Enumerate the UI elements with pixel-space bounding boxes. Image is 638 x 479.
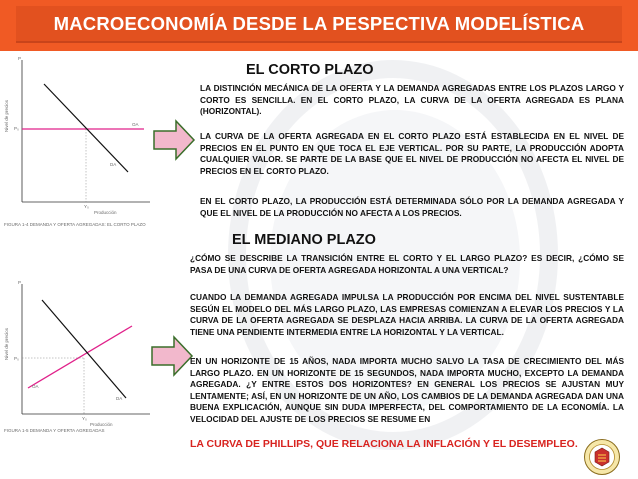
section-title-corto-plazo: EL CORTO PLAZO	[246, 62, 374, 78]
arrow-right-icon	[150, 334, 194, 383]
axis-p-label: P	[18, 56, 22, 61]
paragraph-6: EN UN HORIZONTE DE 15 AÑOS, NADA IMPORTA MUCHO SALVO LA TASA DE CRECIMIENTO DEL MÁS LARGO PLAZO. EN UN HORIZONTE DE 15 SEGUNDOS, NADA IMPORTA MUCHO, EXCEPTO LA DEMANDA AGREGADA. ¿Y ENTRE ESTOS DOS HORIZONTES? EN GENERAL LOS PRECIOS SE AJUSTAN MUY LENTAMENTE; ASÍ, EN UN HORIZONTE DE UN AÑO, LOS CAMBIOS DE LA DEMANDA AGREGADA DAN UNA BUENA EXPLICACIÓN, AUNQUE SIN DUDA IMPERFECTA, DEL COMPORTAMIENTO DE LA ECONOMÍA. LA VELOCIDAD DEL AJUSTE DE LOS PRECIOS SE RESUME EN	[190, 356, 624, 424]
y-axis-label: Nivel de precios	[4, 99, 9, 132]
da-label: DA	[110, 162, 117, 167]
paragraph-1: LA DISTINCIÓN MECÁNICA DE LA OFERTA Y LA DEMANDA AGREGADAS ENTRE LOS PLAZOS LARGO Y CORTO ES SENCILLA. EN EL CORTO PLAZO, LA CURVA DE LA OFERTA AGREGADA ES PLANA (HORIZONTAL).	[200, 83, 624, 116]
oa-label: OA	[132, 122, 139, 127]
header-title-box	[16, 6, 622, 43]
highlight-phillips: LA CURVA DE PHILLIPS, QUE RELACIONA LA INFLACIÓN Y EL DESEMPLEO.	[190, 438, 578, 450]
x-axis-label: Producción	[90, 422, 113, 427]
page-title: MACROECONOMÍA DESDE LA PESPECTIVA MODELÍSTICA	[53, 13, 585, 34]
paragraph-2: LA CURVA DE LA OFERTA AGREGADA EN EL CORTO PLAZO ESTÁ ESTABLECIDA EN EL NIVEL DE PRECIOS EN EL PUNTO EN QUE TOCA EL EJE VERTICAL. POR SU PARTE, LA PRODUCCIÓN ADOPTA CUALQUIER VALOR. SE PARTE DE LA BASE QUE EL NIVEL DE PRODUCCIÓN NO AFECTA EL NIVEL DE PRECIOS EN EL CORTO PLAZO.	[200, 131, 624, 176]
paragraph-5: CUANDO LA DEMANDA AGREGADA IMPULSA LA PRODUCCIÓN POR ENCIMA DEL NIVEL SUSTENTABLE SEGÚN EL MODELO DEL MÁS LARGO PLAZO, LAS EMPRESAS COMIENZAN A ELEVAR LOS PRECIOS Y LA CURVA DE LA OFERTA AGREGADA SE DESPLAZA HACIA ARRIBA. LA CURVA DE LA OFERTA AGREGADA TIENE UNA PENDIENTE INTERMEDIA ENTRE LA HORIZONTAL Y LA VERTICAL.	[190, 292, 624, 337]
da-label: DA	[116, 396, 123, 401]
y0-label: Y₀	[84, 204, 89, 209]
x-axis-label: Producción	[94, 210, 117, 215]
paragraph-3: EN EL CORTO PLAZO, LA PRODUCCIÓN ESTÁ DETERMINADA SÓLO POR LA DEMANDA AGREGADA Y QUE EL NIVEL DE LA PRODUCCIÓN NO AFECTA A LOS PRECIOS.	[200, 196, 624, 218]
p0-label: P₀	[14, 126, 19, 131]
p0-label: P₀	[14, 356, 19, 361]
diagram-medium-run	[4, 280, 154, 433]
arrow-right-icon	[152, 118, 196, 167]
y-axis-label: Nivel de precios	[4, 327, 9, 360]
university-seal-icon	[583, 438, 621, 476]
figure-caption: FIGURA 1-4 DEMANDA Y OFERTA AGREGADAS: EL CORTO PLAZO	[4, 222, 146, 227]
oa-label: OA	[32, 384, 39, 389]
figure-caption: FIGURA 1-5 DEMANDA Y OFERTA AGREGADAS	[4, 428, 105, 433]
paragraph-4: ¿CÓMO SE DESCRIBE LA TRANSICIÓN ENTRE EL CORTO Y EL LARGO PLAZO? ES DECIR, ¿CÓMO SE PASA DE UNA CURVA DE OFERTA AGREGADA HORIZONTAL A UNA VERTICAL?	[190, 253, 624, 275]
diagram-short-run	[4, 54, 154, 227]
section-title-mediano-plazo: EL MEDIANO PLAZO	[232, 232, 376, 248]
axis-p-label: P	[18, 280, 22, 285]
header-bar	[0, 0, 638, 51]
y0-label: Y₀	[82, 416, 87, 421]
